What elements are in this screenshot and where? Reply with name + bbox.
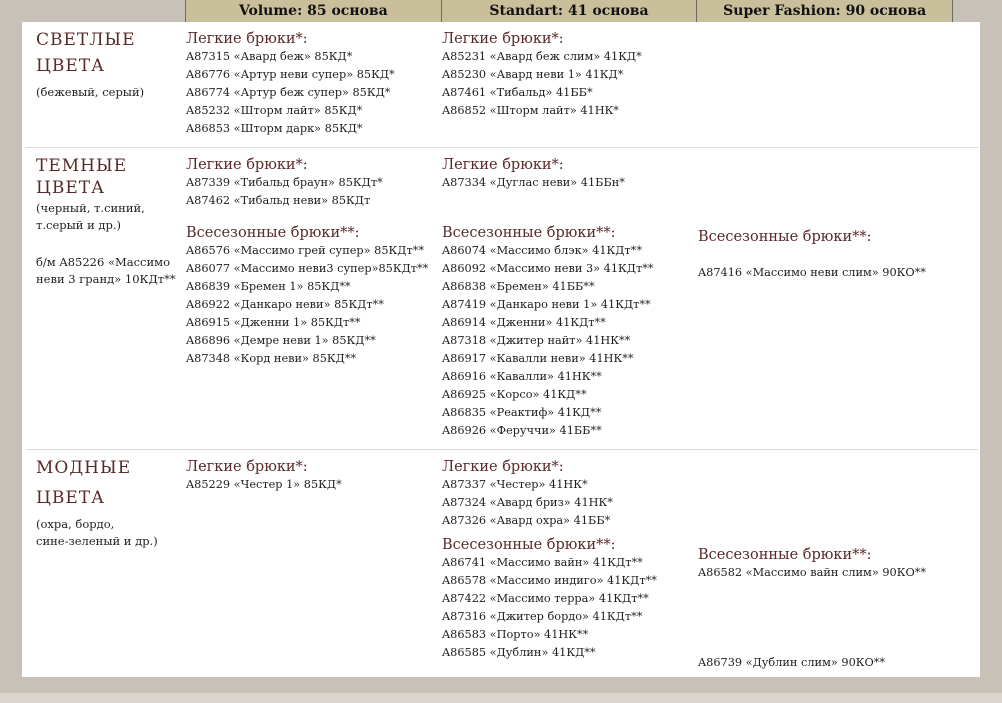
list-item: A85230 «Авард неви 1» 41КД* bbox=[442, 68, 624, 81]
list-item: A86578 «Массимо индиго» 41КДт** bbox=[442, 574, 657, 587]
list-item: A87318 «Джитер найт» 41НК** bbox=[442, 334, 631, 347]
item-list bbox=[442, 48, 698, 120]
list-item: A87422 «Массимо терра» 41КДт** bbox=[442, 592, 649, 605]
list-item: A87339 «Тибальд браун» 85КДт* bbox=[186, 176, 383, 189]
list-item: A86917 «Кавалли неви» 41НК** bbox=[442, 352, 634, 365]
list-item: A87416 «Массимо неви слим» 90КО** bbox=[698, 266, 926, 279]
item-list bbox=[186, 242, 442, 368]
list-item: A86582 «Массимо вайн слим» 90КО** bbox=[698, 566, 927, 579]
list-item: A87326 «Авард охра» 41ББ* bbox=[442, 514, 611, 527]
list-item: A86077 «Массимо неви3 супер»85КДт** bbox=[186, 262, 429, 275]
category-extra: неви 3 гранд» 10КДт** bbox=[36, 272, 176, 286]
category-note: сине-зеленый и др.) bbox=[36, 534, 158, 548]
group-title: Всесезонные брюки**: bbox=[698, 547, 872, 563]
item-list bbox=[186, 174, 442, 210]
list-item: A86583 «Порто» 41НК** bbox=[442, 628, 589, 641]
list-item: A86741 «Массимо вайн» 41КДт** bbox=[442, 556, 643, 569]
group-title: Всесезонные брюки**: bbox=[442, 537, 616, 553]
category-note: (черный, т.синий, bbox=[36, 201, 145, 215]
list-item: A86074 «Массимо блэк» 41КДт** bbox=[442, 244, 642, 257]
column-header-bar bbox=[185, 0, 953, 22]
list-item: A86896 «Демре неви 1» 85КД** bbox=[186, 334, 376, 347]
group-title: Легкие брюки*: bbox=[186, 157, 308, 173]
list-item: A87348 «Корд неви» 85КД** bbox=[186, 352, 357, 365]
bottom-strip bbox=[0, 693, 1002, 703]
list-item: A85229 «Честер 1» 85КД* bbox=[186, 478, 342, 491]
section-dark-colors bbox=[26, 148, 978, 450]
list-item: A86916 «Кавалли» 41НК** bbox=[442, 370, 602, 383]
super-fashion-column bbox=[698, 228, 968, 282]
list-item: A86926 «Феруччи» 41ББ** bbox=[442, 424, 602, 437]
item-list bbox=[186, 48, 442, 138]
item-list bbox=[698, 564, 968, 672]
group-title: Всесезонные брюки**: bbox=[186, 225, 360, 241]
category-extra: б/м A85226 «Массимо bbox=[36, 255, 171, 269]
list-item: A87419 «Данкаро неви 1» 41КДт** bbox=[442, 298, 651, 311]
category-light bbox=[36, 30, 188, 101]
list-item: A87324 «Авард бриз» 41НК* bbox=[442, 496, 613, 509]
list-item: A87315 «Авард беж» 85КД* bbox=[186, 50, 353, 63]
standart-column bbox=[442, 458, 698, 662]
list-item: A86852 «Шторм лайт» 41НК* bbox=[442, 104, 619, 117]
header-super-fashion: Super Fashion: 90 основа bbox=[696, 0, 953, 22]
list-item: A86576 «Массимо грей супер» 85КДт** bbox=[186, 244, 424, 257]
group-title: Всесезонные брюки**: bbox=[442, 225, 616, 241]
group-title: Легкие брюки*: bbox=[442, 157, 564, 173]
header-standart: Standart: 41 основа bbox=[441, 0, 697, 22]
list-item: A86915 «Дженни 1» 85КДт** bbox=[186, 316, 361, 329]
category-title: СВЕТЛЫЕ bbox=[36, 30, 136, 50]
volume-column bbox=[186, 30, 442, 138]
list-item: A86835 «Реактиф» 41КД** bbox=[442, 406, 602, 419]
category-title: ЦВЕТА bbox=[36, 488, 105, 508]
category-title: МОДНЫЕ bbox=[36, 458, 132, 478]
volume-column bbox=[186, 458, 442, 494]
item-list bbox=[698, 264, 968, 282]
list-item: A87461 «Тибальд» 41ББ* bbox=[442, 86, 593, 99]
list-item: A86853 «Шторм дарк» 85КД* bbox=[186, 122, 363, 135]
category-title: ТЕМНЫЕ bbox=[36, 156, 128, 176]
super-fashion-column bbox=[698, 546, 968, 672]
catalog-sheet bbox=[22, 22, 980, 677]
category-title: ЦВЕТА bbox=[36, 178, 105, 198]
list-item: A86925 «Корсо» 41КД** bbox=[442, 388, 587, 401]
standart-column bbox=[442, 30, 698, 120]
list-item: A87337 «Честер» 41НК* bbox=[442, 478, 588, 491]
item-list bbox=[442, 476, 698, 530]
list-item: A86914 «Дженни» 41КДт** bbox=[442, 316, 606, 329]
list-item: A86774 «Артур беж супер» 85КД* bbox=[186, 86, 391, 99]
group-title: Легкие брюки*: bbox=[442, 459, 564, 475]
section-light-colors bbox=[26, 22, 978, 148]
group-title: Легкие брюки*: bbox=[186, 31, 308, 47]
list-item: A86776 «Артур неви супер» 85КД* bbox=[186, 68, 395, 81]
list-item: A86092 «Массимо неви 3» 41КДт** bbox=[442, 262, 654, 275]
group-title: Всесезонные брюки**: bbox=[698, 229, 872, 245]
list-item: A86838 «Бремен» 41ББ** bbox=[442, 280, 595, 293]
section-fashion-colors bbox=[26, 450, 978, 677]
standart-column bbox=[442, 156, 698, 440]
group-title: Легкие брюки*: bbox=[186, 459, 308, 475]
category-note: (бежевый, серый) bbox=[36, 85, 145, 99]
category-dark bbox=[36, 156, 188, 288]
list-item: A86739 «Дублин слим» 90КО** bbox=[698, 656, 886, 669]
item-list bbox=[442, 242, 698, 440]
item-list bbox=[442, 554, 698, 662]
category-note: т.серый и др.) bbox=[36, 218, 122, 232]
list-item: A85231 «Авард беж слим» 41КД* bbox=[442, 50, 642, 63]
volume-column bbox=[186, 156, 442, 368]
category-note: (охра, бордо, bbox=[36, 517, 115, 531]
category-title: ЦВЕТА bbox=[36, 56, 105, 76]
item-list bbox=[186, 476, 442, 494]
category-fashion bbox=[36, 458, 188, 550]
list-item: A86839 «Бремен 1» 85КД** bbox=[186, 280, 351, 293]
list-item: A86585 «Дублин» 41КД** bbox=[442, 646, 596, 659]
list-item: A87334 «Дуглас неви» 41ББн* bbox=[442, 176, 625, 189]
header-volume: Volume: 85 основа bbox=[185, 0, 441, 22]
item-list bbox=[442, 174, 698, 192]
group-title: Легкие брюки*: bbox=[442, 31, 564, 47]
list-item: A87462 «Тибальд неви» 85КДт bbox=[186, 194, 371, 207]
list-item: A87316 «Джитер бордо» 41КДт** bbox=[442, 610, 643, 623]
list-item: A86922 «Данкаро неви» 85КДт** bbox=[186, 298, 384, 311]
list-item: A85232 «Шторм лайт» 85КД* bbox=[186, 104, 363, 117]
